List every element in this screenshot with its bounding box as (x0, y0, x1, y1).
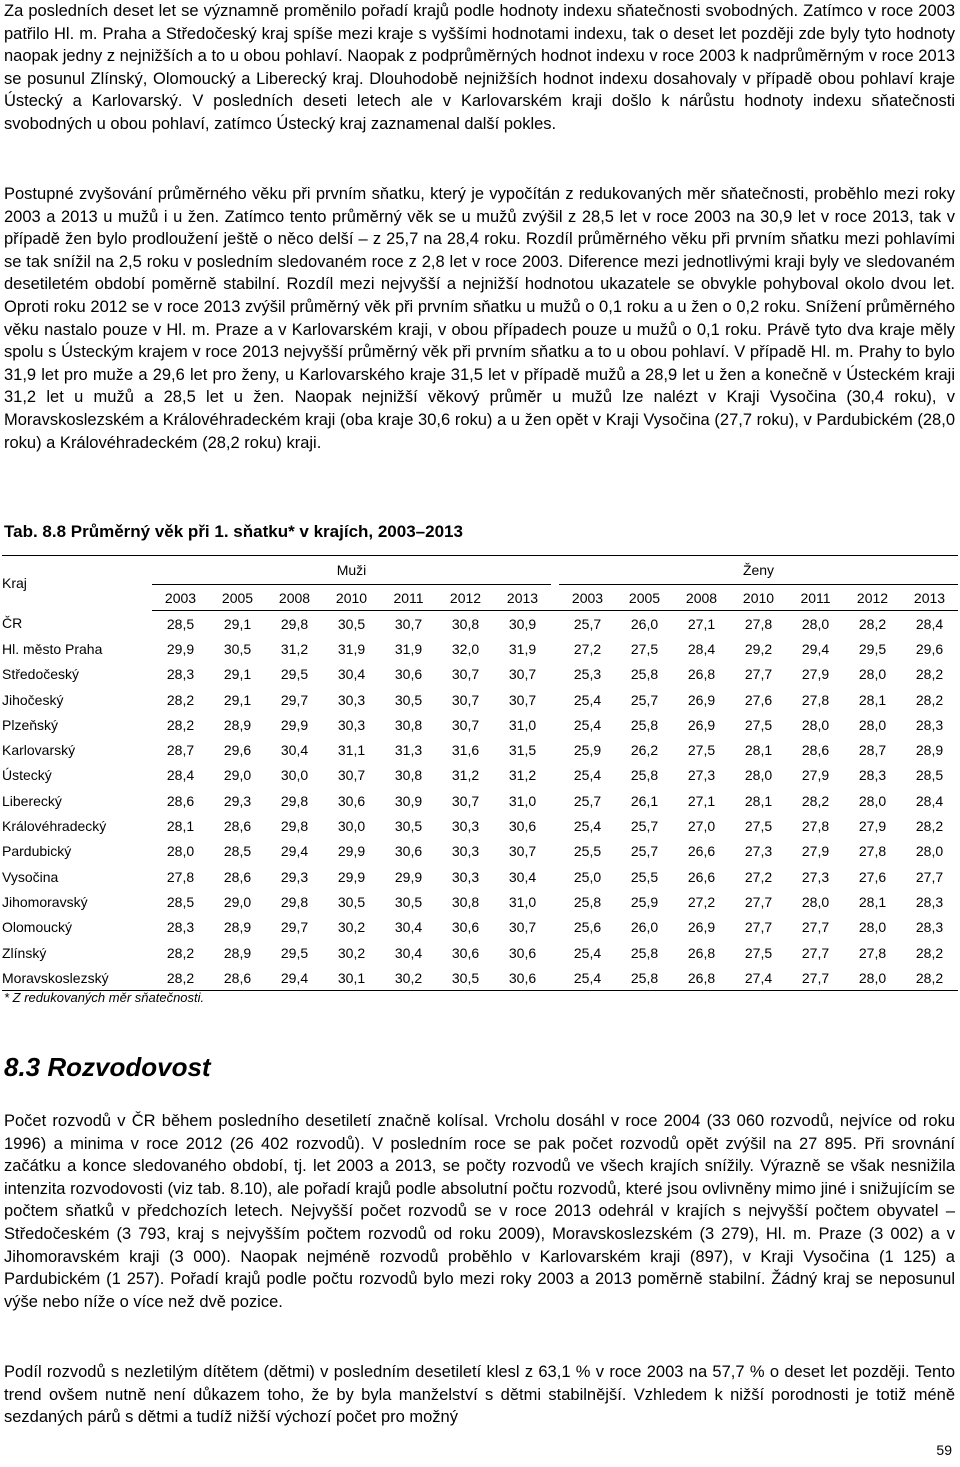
region-name: Plzeňský (2, 716, 59, 733)
women-age-cell: 28,4 (687, 640, 716, 657)
women-age-cell: 27,7 (801, 919, 830, 936)
men-age-cell: 30,7 (508, 843, 537, 860)
women-age-cell: 25,0 (573, 868, 602, 885)
men-age-cell: 29,1 (223, 691, 252, 708)
men-age-cell: 30,5 (223, 640, 252, 657)
women-age-cell: 28,2 (858, 615, 887, 632)
women-age-cell: 27,6 (744, 691, 773, 708)
men-age-cell: 30,7 (508, 919, 537, 936)
men-age-cell: 28,0 (166, 843, 195, 860)
women-age-cell: 28,7 (858, 742, 887, 759)
paragraph-average-age: Postupné zvyšování průměrného věku při prvním sňatku, který je vypočítán z redukovaných měr sňatečnosti, proběhlo mezi roky 2003 a 2013 u mužů i u žen. Zatímco tento průměrný věk se u mužů zvýšil z 28,5 let v roce 2003 na 30,9 let v roce 2013, tak v případě žen bylo prodloužení ještě o něco delší – z 25,7 na 28,4 roku. Rozdíl průměrného věku při prvním sňatku mezi pohlavími se tak snížil na 2,5 roku v posledním sledovaném roce z 2,8 let v roce 2003. Diference mezi jednotlivými kraji byly ve sledovaném desetiletém období poměrně stabilní. Rozdíl mezi nejvyšší a nejnižší hodnotou ukazatele se obvykle pohyboval okolo dvou let. Oproti roku 2012 se v roce 2013 zvýšil průměrný věk při prvním sňatku u mužů o 0,1 roku a u žen o 0,2 roku. Snížení průměrného věku nastalo pouze v Hl. m. Praze a v Karlovarském kraji, v obou případech pouze u mužů o 0,1 roku. Právě tyto dva kraje měly spolu s Ústeckým krajem v roce 2013 nejvyšší průměrný věk při prvním sňatku a to u obou pohlaví. V případě Hl. m. Prahy to bylo 31,9 let pro muže a 29,6 let pro ženy, u Karlovarského kraje 31,5 let v případě mužů a 28,9 let u žen a konečně v Ústeckém kraji 31,2 let u mužů a 28,5 let u žen. Naopak nejnižší věkový průměr u mužů lze nalézt v Kraji Vysočina (30,4 roku), v Moravskoslezském a Královéhradeckém kraji (oba kraje 30,6 roku) a u žen opět v Kraji Vysočina (27,7 roku), v Pardubickém (28,0 roku) a Královéhradeckém (28,2 roku) kraji. (4, 185, 955, 452)
men-age-cell: 32,0 (451, 640, 480, 657)
women-age-cell: 27,5 (630, 640, 659, 657)
women-age-cell: 28,5 (915, 767, 944, 784)
women-age-cell: 28,0 (858, 716, 887, 733)
women-age-cell: 25,5 (630, 868, 659, 885)
table-row (2, 687, 958, 712)
women-age-cell: 25,4 (573, 691, 602, 708)
men-age-cell: 30,5 (337, 893, 366, 910)
women-age-cell: 27,3 (801, 868, 830, 885)
men-age-cell: 29,3 (280, 868, 309, 885)
men-year-header: 2010 (323, 585, 380, 611)
region-name: Jihočeský (2, 691, 64, 708)
men-age-cell: 30,5 (394, 691, 423, 708)
women-age-cell: 25,8 (630, 666, 659, 683)
region-name: Karlovarský (2, 742, 76, 759)
women-age-cell: 27,9 (801, 843, 830, 860)
region-name: Královéhradecký (2, 818, 107, 835)
table-title: Tab. 8.8 Průměrný věk při 1. sňatku* v krajích, 2003–2013 (4, 522, 463, 541)
men-age-cell: 30,5 (394, 893, 423, 910)
women-year-header: 2008 (673, 585, 730, 611)
men-age-cell: 30,8 (451, 615, 480, 632)
men-age-cell: 30,2 (380, 965, 437, 991)
women-age-cell: 25,4 (573, 716, 602, 733)
region-name: Moravskoslezský (2, 965, 152, 991)
men-age-cell: 28,7 (166, 742, 195, 759)
men-age-cell: 30,6 (394, 666, 423, 683)
women-age-cell: 28,4 (915, 615, 944, 632)
women-age-cell: 28,1 (744, 792, 773, 809)
women-age-cell: 27,2 (687, 893, 716, 910)
men-age-cell: 31,9 (508, 640, 537, 657)
men-age-cell: 30,7 (508, 666, 537, 683)
women-age-cell: 25,4 (573, 818, 602, 835)
women-age-cell: 28,0 (801, 893, 830, 910)
men-age-cell: 28,6 (223, 818, 252, 835)
men-age-cell: 31,0 (508, 792, 537, 809)
women-age-cell: 27,5 (744, 716, 773, 733)
women-age-cell: 28,3 (915, 919, 944, 936)
men-age-cell: 30,9 (394, 792, 423, 809)
women-year-header: 2012 (844, 585, 901, 611)
men-age-cell: 29,9 (280, 716, 309, 733)
men-age-cell: 30,5 (337, 615, 366, 632)
table-footnote: * Z redukovaných měr sňatečnosti. (4, 990, 205, 1005)
women-age-cell: 26,1 (630, 792, 659, 809)
men-age-cell: 28,9 (223, 919, 252, 936)
men-age-cell: 29,0 (223, 767, 252, 784)
table-row (2, 813, 958, 838)
women-age-cell: 28,6 (801, 742, 830, 759)
region-name: Středočeský (2, 666, 80, 683)
paragraph-divorce-counts: Počet rozvodů v ČR během posledního desetiletí značně kolísal. Vrcholu dosáhl v roce 2004 (33 060 rozvodů, nejvíce od roku 1996) a minima v roce 2012 (26 402 rozvodů). V posledním roce se pak počet rozvodů opět zvýšil na 27 895. Při srovnání začátku a konce sledovaného období, tj. let 2003 a 2013, se počty rozvodů ve všech krajích snížily. Výrazně se však nesnižila intenzita rozvodovosti (viz tab. 8.10), ale pořadí krajů podle absolutní počtu rozvodů, které jsou ovlivněny mimo jiné i snižujícím se počtem sňatků v předchozích letech. Nejvyšší počet rozvodů se v roce 2013 odehrál v krajích s nejvyšší počtem obyvatel – Středočeském (3 793, kraj s nejvyšším počtem rozvodů od roku 2009), Moravskoslezském (3 279), Hl. m. Praze (3 002) a v Jihomoravském kraji (3 000). Naopak nejméně rozvodů proběhlo v Karlovarském kraji (897), v Kraji Vysočina (1 125) a Pardubickém (1 257). Pořadí krajů podle počtu rozvodů bylo mezi roky 2003 a 2013 poměrně stabilní. Žádný kraj se neposunul výše nebo níže o více než dvě pozice. (4, 1112, 955, 1311)
men-age-cell: 30,0 (337, 818, 366, 835)
women-age-cell: 29,2 (744, 640, 773, 657)
kraj-column-header: Kraj (2, 575, 27, 592)
women-age-cell: 27,7 (744, 893, 773, 910)
paragraph-divorce-children: Podíl rozvodů s nezletilým dítětem (dětmi) v posledním desetiletí klesl z 63,1 % v roce 2003 na 57,7 % o deset let později. Tento trend ovšem nutně není důkazem toho, že by byla manželství s dětmi stabilnější. Vzhledem k nižší porodnosti je totiž méně sezdaných párů s dětmi a tudíž nižší výchozí počet pro možný (4, 1363, 955, 1427)
women-age-cell: 25,8 (630, 716, 659, 733)
men-age-cell: 30,9 (508, 615, 537, 632)
women-age-cell: 28,1 (858, 893, 887, 910)
women-age-cell: 27,2 (744, 868, 773, 885)
men-age-cell: 28,2 (166, 691, 195, 708)
men-age-cell: 29,6 (223, 742, 252, 759)
women-year-header: 2005 (616, 585, 673, 611)
women-age-cell: 26,0 (630, 615, 659, 632)
table-body (2, 611, 958, 991)
women-age-cell: 28,0 (844, 965, 901, 991)
men-age-cell: 30,6 (451, 919, 480, 936)
women-age-cell: 25,7 (573, 792, 602, 809)
men-age-cell: 30,8 (451, 893, 480, 910)
women-age-cell: 28,0 (858, 919, 887, 936)
women-age-cell: 25,6 (573, 919, 602, 936)
women-age-cell: 25,9 (630, 893, 659, 910)
women-age-cell: 27,5 (687, 742, 716, 759)
table-row (2, 915, 958, 940)
men-age-cell: 28,6 (209, 965, 266, 991)
women-age-cell: 28,2 (915, 818, 944, 835)
women-age-cell: 27,7 (744, 666, 773, 683)
women-age-cell: 25,4 (573, 944, 602, 961)
women-age-cell: 28,0 (858, 666, 887, 683)
men-age-cell: 28,4 (166, 767, 195, 784)
region-name: Ústecký (2, 767, 52, 784)
men-age-cell: 29,3 (223, 792, 252, 809)
men-year-header: 2003 (152, 585, 209, 611)
men-age-cell: 30,4 (280, 742, 309, 759)
men-age-cell: 28,1 (166, 818, 195, 835)
men-age-cell: 28,2 (152, 965, 209, 991)
women-age-cell: 26,8 (673, 965, 730, 991)
women-age-cell: 27,8 (801, 691, 830, 708)
men-age-cell: 29,8 (280, 893, 309, 910)
women-age-cell: 25,8 (630, 944, 659, 961)
women-age-cell: 27,5 (744, 944, 773, 961)
men-age-cell: 31,1 (337, 742, 366, 759)
men-year-header: 2012 (437, 585, 494, 611)
men-age-cell: 31,2 (280, 640, 309, 657)
men-age-cell: 29,1 (223, 666, 252, 683)
women-age-cell: 29,4 (801, 640, 830, 657)
men-age-cell: 30,5 (394, 818, 423, 835)
women-age-cell: 28,9 (915, 742, 944, 759)
women-age-cell: 26,0 (630, 919, 659, 936)
men-age-cell: 31,0 (508, 893, 537, 910)
women-age-cell: 27,3 (687, 767, 716, 784)
women-year-header: 2011 (787, 585, 844, 611)
women-age-cell: 27,8 (744, 615, 773, 632)
women-age-cell: 27,8 (858, 843, 887, 860)
women-age-cell: 26,2 (630, 742, 659, 759)
women-age-cell: 28,0 (858, 792, 887, 809)
men-age-cell: 27,8 (166, 868, 195, 885)
men-age-cell: 29,7 (280, 691, 309, 708)
men-age-cell: 28,9 (223, 716, 252, 733)
women-age-cell: 27,8 (858, 944, 887, 961)
men-group-header: Muži (152, 556, 551, 585)
region-name: Hl. město Praha (2, 640, 103, 657)
men-age-cell: 31,2 (508, 767, 537, 784)
men-year-header: 2008 (266, 585, 323, 611)
region-name: Pardubický (2, 843, 72, 860)
men-age-cell: 30,3 (451, 818, 480, 835)
women-age-cell: 25,5 (573, 843, 602, 860)
women-age-cell: 27,9 (858, 818, 887, 835)
region-name: Jihomoravský (2, 893, 88, 910)
women-age-cell: 29,5 (858, 640, 887, 657)
page-number: 59 (936, 1442, 952, 1458)
women-age-cell: 25,4 (573, 767, 602, 784)
women-age-cell: 28,1 (744, 742, 773, 759)
women-age-cell: 29,6 (915, 640, 944, 657)
men-year-header: 2011 (380, 585, 437, 611)
women-age-cell: 27,1 (687, 792, 716, 809)
paragraph-marriage-index: Za posledních deset let se významně proměnilo pořadí krajů podle hodnoty indexu sňatečnosti svobodných. Zatímco v roce 2003 patřilo Hl. m. Praha a Středočeský kraj spíše mezi kraje s vyššími hodnotami indexu, tak o deset let později zde byly tyto hodnoty naopak jedny z nejnižších a to u obou pohlaví. Naopak z podprůměrných hodnot indexu v roce 2003 k nadprůměrným v roce 2013 se posunul Zlínský, Olomoucký a Liberecký kraj. Dlouhodobě nejnižších hodnot indexu dosahovaly v případě obou pohlaví kraje Ústecký a Karlovarský. V posledních deseti letech ale v Karlovarském kraji došlo k nárůstu hodnoty indexu sňatečnosti svobodných u obou pohlaví, zatímco Ústecký kraj zaznamenal další pokles. (4, 2, 955, 133)
table-row (2, 763, 958, 788)
men-age-cell: 30,7 (337, 767, 366, 784)
men-age-cell: 28,3 (166, 666, 195, 683)
men-age-cell: 30,3 (451, 868, 480, 885)
men-age-cell: 30,6 (508, 818, 537, 835)
men-age-cell: 29,7 (280, 919, 309, 936)
men-age-cell: 29,9 (337, 843, 366, 860)
men-age-cell: 31,3 (394, 742, 423, 759)
table-row (2, 940, 958, 965)
men-age-cell: 28,3 (166, 919, 195, 936)
women-age-cell: 28,2 (801, 792, 830, 809)
women-age-cell: 27,8 (801, 818, 830, 835)
women-age-cell: 28,2 (915, 666, 944, 683)
men-age-cell: 28,6 (223, 868, 252, 885)
women-age-cell: 25,7 (630, 691, 659, 708)
women-age-cell: 27,2 (573, 640, 602, 657)
women-age-cell: 25,8 (630, 767, 659, 784)
women-age-cell: 28,4 (915, 792, 944, 809)
men-age-cell: 28,5 (166, 893, 195, 910)
men-age-cell: 30,3 (451, 843, 480, 860)
women-age-cell: 28,2 (901, 965, 958, 991)
men-age-cell: 31,0 (508, 716, 537, 733)
women-age-cell: 28,1 (858, 691, 887, 708)
women-age-cell: 25,8 (616, 965, 673, 991)
men-age-cell: 30,8 (394, 767, 423, 784)
women-age-cell: 28,3 (858, 767, 887, 784)
men-age-cell: 30,6 (451, 944, 480, 961)
men-age-cell: 29,9 (394, 868, 423, 885)
section-heading: 8.3 Rozvodovost (4, 1052, 211, 1082)
table-row (2, 889, 958, 914)
men-age-cell: 29,8 (280, 792, 309, 809)
women-age-cell: 28,2 (915, 944, 944, 961)
men-age-cell: 31,5 (508, 742, 537, 759)
women-year-header: 2010 (730, 585, 787, 611)
women-group-header: Ženy (559, 556, 958, 585)
men-age-cell: 29,5 (280, 944, 309, 961)
women-age-cell: 25,4 (559, 965, 616, 991)
men-age-cell: 30,7 (508, 691, 537, 708)
table-row (2, 788, 958, 813)
men-age-cell: 30,6 (337, 792, 366, 809)
men-age-cell: 29,0 (223, 893, 252, 910)
men-age-cell: 29,4 (280, 843, 309, 860)
women-age-cell: 26,6 (687, 868, 716, 885)
men-age-cell: 30,6 (394, 843, 423, 860)
men-year-header: 2013 (494, 585, 551, 611)
region-name: Liberecký (2, 792, 62, 809)
men-age-cell: 30,6 (508, 944, 537, 961)
men-age-cell: 30,6 (494, 965, 551, 991)
women-year-header: 2013 (901, 585, 958, 611)
men-age-cell: 30,2 (337, 919, 366, 936)
women-year-header: 2003 (559, 585, 616, 611)
average-age-table (2, 555, 958, 991)
men-age-cell: 28,9 (223, 944, 252, 961)
men-age-cell: 31,9 (337, 640, 366, 657)
men-age-cell: 30,0 (280, 767, 309, 784)
table-row (2, 662, 958, 687)
men-age-cell: 30,4 (394, 944, 423, 961)
men-year-header: 2005 (209, 585, 266, 611)
women-age-cell: 28,3 (915, 893, 944, 910)
men-age-cell: 30,3 (337, 716, 366, 733)
men-age-cell: 29,9 (166, 640, 195, 657)
women-age-cell: 28,3 (915, 716, 944, 733)
region-name: Olomoucký (2, 919, 73, 936)
men-age-cell: 30,1 (323, 965, 380, 991)
men-age-cell: 31,9 (394, 640, 423, 657)
men-age-cell: 28,5 (166, 615, 195, 632)
men-age-cell: 31,2 (451, 767, 480, 784)
men-age-cell: 30,7 (451, 691, 480, 708)
women-age-cell: 27,7 (915, 868, 944, 885)
women-age-cell: 26,9 (687, 691, 716, 708)
women-age-cell: 26,9 (687, 716, 716, 733)
table-row (2, 712, 958, 737)
women-age-cell: 26,8 (687, 666, 716, 683)
men-age-cell: 30,4 (337, 666, 366, 683)
men-age-cell: 29,4 (266, 965, 323, 991)
women-age-cell: 28,0 (915, 843, 944, 860)
women-age-cell: 27,9 (801, 767, 830, 784)
women-age-cell: 25,8 (573, 893, 602, 910)
men-age-cell: 29,8 (280, 615, 309, 632)
men-age-cell: 30,7 (451, 792, 480, 809)
women-age-cell: 27,9 (801, 666, 830, 683)
women-age-cell: 27,7 (744, 919, 773, 936)
men-age-cell: 30,3 (337, 691, 366, 708)
women-age-cell: 25,3 (573, 666, 602, 683)
table-row (2, 965, 958, 991)
region-name: Vysočina (2, 868, 59, 885)
women-age-cell: 27,5 (744, 818, 773, 835)
women-age-cell: 28,2 (915, 691, 944, 708)
women-age-cell: 25,9 (573, 742, 602, 759)
women-age-cell: 28,0 (801, 615, 830, 632)
men-age-cell: 30,8 (394, 716, 423, 733)
men-age-cell: 30,7 (451, 666, 480, 683)
table-row (2, 611, 958, 637)
men-age-cell: 29,1 (223, 615, 252, 632)
women-age-cell: 27,0 (687, 818, 716, 835)
women-age-cell: 25,7 (630, 843, 659, 860)
men-age-cell: 30,7 (394, 615, 423, 632)
men-age-cell: 28,6 (166, 792, 195, 809)
women-age-cell: 26,6 (687, 843, 716, 860)
women-age-cell: 25,7 (630, 818, 659, 835)
women-age-cell: 27,1 (687, 615, 716, 632)
men-age-cell: 30,2 (337, 944, 366, 961)
women-age-cell: 26,9 (687, 919, 716, 936)
women-age-cell: 27,7 (787, 965, 844, 991)
table-row (2, 839, 958, 864)
women-age-cell: 27,4 (730, 965, 787, 991)
region-name: ČR (2, 615, 23, 632)
men-age-cell: 31,6 (451, 742, 480, 759)
women-age-cell: 28,0 (744, 767, 773, 784)
men-age-cell: 29,5 (280, 666, 309, 683)
men-age-cell: 29,9 (337, 868, 366, 885)
men-age-cell: 30,5 (437, 965, 494, 991)
women-age-cell: 25,7 (573, 615, 602, 632)
women-age-cell: 27,3 (744, 843, 773, 860)
women-age-cell: 28,0 (801, 716, 830, 733)
men-age-cell: 28,2 (166, 944, 195, 961)
men-age-cell: 28,5 (223, 843, 252, 860)
men-age-cell: 30,4 (508, 868, 537, 885)
table-row (2, 864, 958, 889)
men-age-cell: 29,8 (280, 818, 309, 835)
men-age-cell: 30,7 (451, 716, 480, 733)
men-age-cell: 28,2 (166, 716, 195, 733)
table-row (2, 737, 958, 762)
women-age-cell: 26,8 (687, 944, 716, 961)
region-name: Zlínský (2, 944, 47, 961)
table-row (2, 636, 958, 661)
women-age-cell: 27,6 (858, 868, 887, 885)
men-age-cell: 30,4 (394, 919, 423, 936)
women-age-cell: 27,7 (801, 944, 830, 961)
